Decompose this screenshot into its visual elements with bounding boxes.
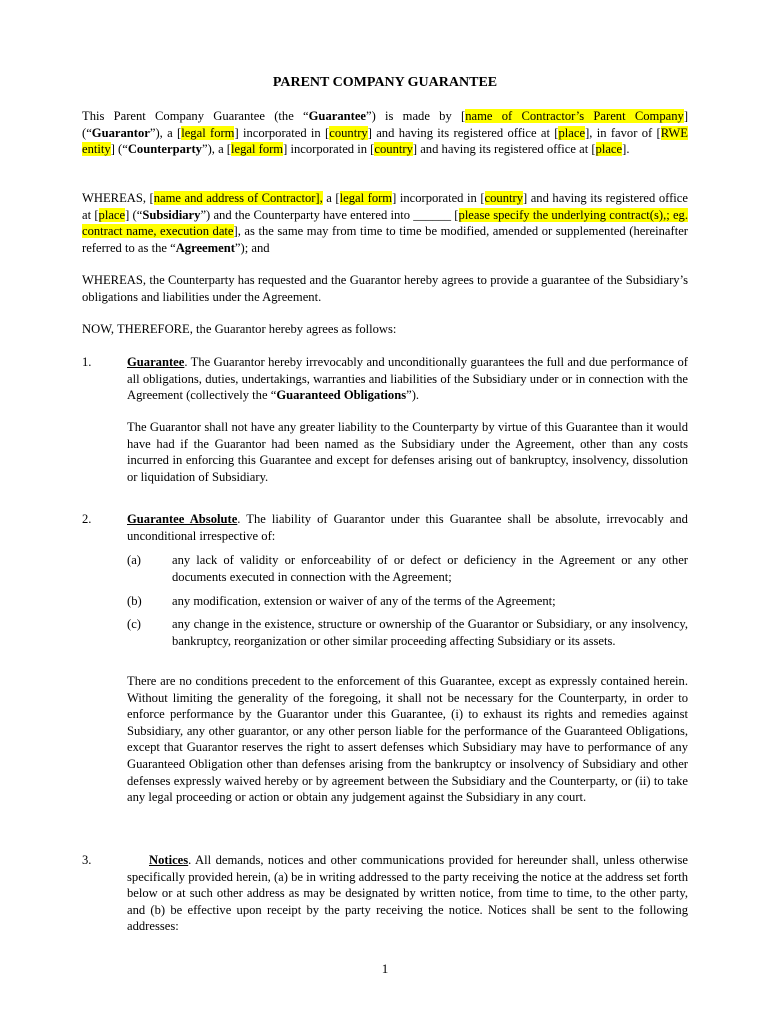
list-item: any change in the existence, structure or ownership of the Guarantor or Subsidiary, or any insolvency, bankruptcy, reorganization or other similar proceeding affecting Subsidiary or its assets. — [172, 617, 688, 648]
section-number: 3. — [82, 853, 92, 867]
text: ”) and the Counterparty have entered into ______ [ — [200, 207, 459, 222]
placeholder-highlight: country — [329, 125, 368, 140]
placeholder-highlight: place — [558, 125, 586, 140]
text: . All demands, notices and other communications provided for hereunder shall, unless otherwise specifically provided herein, (a) be in writing addressed to the party receiving the notice at the address set forth below or at such other address as may be designated by written notice, from time to time, to the other party, and (b) be effective upon receipt by the party receiving the notice. Notices shall be sent to the following addresses: — [127, 853, 688, 934]
section-number: 1. — [82, 355, 92, 369]
section-2-paragraph-2: There are no conditions precedent to the enforcement of this Guarantee, except as expressly contained herein. Without limiting the generality of the foregoing, it shall not be necessary for the Counterparty, in order to enforce performance by the Guarantor under this Guarantee, (i) to exhaust its rights and remedies against Subsidiary, any other guarantor, or any other person liable for the performance of the Guaranteed Obligations, except that Guarantor reserves the right to assert defenses which Subsidiary may have to performance of any Guaranteed Obligation other than defenses arising from the bankruptcy or insolvency of Subsidiary and other defenses expressly waived hereby or by agreement between the Subsidiary and the Counterparty, or (ii) to take any legal proceeding or action or obtain any judgement against the Subsidiary in any court. — [127, 674, 688, 805]
text: ] (“ — [82, 109, 689, 140]
section-number: 2. — [82, 512, 92, 526]
placeholder-highlight: place — [98, 207, 126, 222]
defined-term: Agreement — [175, 240, 235, 255]
text: ”); and — [234, 240, 270, 255]
text: WHEREAS, [ — [82, 191, 154, 205]
text: ]. — [622, 142, 630, 157]
page-number: 1 — [381, 961, 389, 976]
section-1-paragraph — [127, 354, 688, 404]
defined-term: Guarantee — [308, 109, 367, 123]
placeholder-highlight: name and address of Contractor], — [153, 191, 323, 205]
list-item-label: (a) — [127, 553, 141, 567]
text: . The liability of Guarantor under this Guarantee shall be absolute, irrevocably and unconditional irrespective of: — [127, 512, 688, 543]
placeholder-highlight: country — [374, 142, 413, 157]
list-item-label: (b) — [127, 594, 142, 608]
defined-term: Guaranteed Obligations — [276, 388, 407, 403]
document-title: PARENT COMPANY GUARANTEE — [272, 75, 498, 90]
list-item: any modification, extension or waiver of any of the terms of the Agreement; — [172, 594, 556, 608]
text: ] and having its registered office at [ — [412, 142, 596, 157]
text: ”). — [406, 388, 420, 403]
placeholder-highlight: RWE entity — [82, 125, 688, 157]
section-heading: Notices — [149, 853, 189, 867]
text: ] (“ — [110, 142, 128, 157]
whereas-paragraph-2: WHEREAS, the Counterparty has requested and the Guarantor hereby agrees to provide a guarantee of the Subsidiary’s obligations and liabilities under the Agreement. — [82, 273, 688, 304]
text: ”) is made by [ — [366, 109, 466, 123]
now-therefore-paragraph: NOW, THEREFORE, the Guarantor hereby agrees as follows: — [82, 322, 397, 336]
section-2-paragraph — [127, 511, 688, 544]
placeholder-highlight: country — [484, 191, 523, 205]
section-heading: Guarantee — [127, 355, 185, 369]
whereas-paragraph-1 — [82, 190, 688, 256]
text: ] incorporated in [ — [283, 142, 375, 157]
text: ] incorporated in [ — [392, 191, 485, 205]
intro-paragraph — [82, 108, 688, 158]
text: ] (“ — [125, 207, 143, 222]
text: ] and having its registered office at [ — [82, 191, 688, 222]
text: This Parent Company Guarantee (the “ — [82, 109, 309, 123]
text: ] incorporated in [ — [234, 125, 330, 140]
text: . The Guarantor hereby irrevocably and unconditionally guarantees the full and due performance of all obligations, duties, undertakings, warranties and liabilities of the Subsidiary under or in connection with the Agreement (collectively the “ — [127, 355, 688, 403]
section-heading: Guarantee Absolute — [127, 512, 238, 526]
defined-term: Guarantor — [91, 125, 150, 140]
placeholder-highlight: legal form — [339, 191, 393, 205]
text: ”), a [ — [201, 142, 231, 157]
text: ], as the same may from time to time be modified, amended or supplemented (hereinafter referred to as the “ — [82, 224, 688, 255]
text: ], in favor of [ — [585, 125, 661, 140]
defined-term: Counterparty — [127, 142, 202, 157]
list-item: any lack of validity or enforceability of or defect or deficiency in the Agreement or any other documents executed in connection with the Agreement; — [172, 553, 688, 584]
placeholder-highlight: name of Contractor’s Parent Company — [465, 109, 684, 123]
placeholder-highlight: legal form — [231, 142, 284, 157]
text: ] and having its registered office at [ — [367, 125, 559, 140]
text: ”), a [ — [149, 125, 182, 140]
section-1-paragraph-2: The Guarantor shall not have any greater liability to the Counterparty by virtue of this Guarantee than it would have had if the Guarantor had been named as the Subsidiary under the Agreement, other than any costs incurred in enforcing this Guarantee and except for defenses arising out of bankruptcy, insolvency, dissolution or liquidation of Subsidiary. — [127, 420, 688, 484]
defined-term: Subsidiary — [142, 207, 201, 222]
list-item-label: (c) — [127, 617, 141, 631]
text: a [ — [322, 191, 340, 205]
placeholder-highlight: place — [595, 142, 623, 157]
placeholder-highlight: legal form — [181, 125, 235, 140]
section-3-paragraph — [127, 852, 688, 935]
placeholder-highlight: please specify the underlying contract(s),; eg. contract name, execution date — [82, 207, 688, 239]
